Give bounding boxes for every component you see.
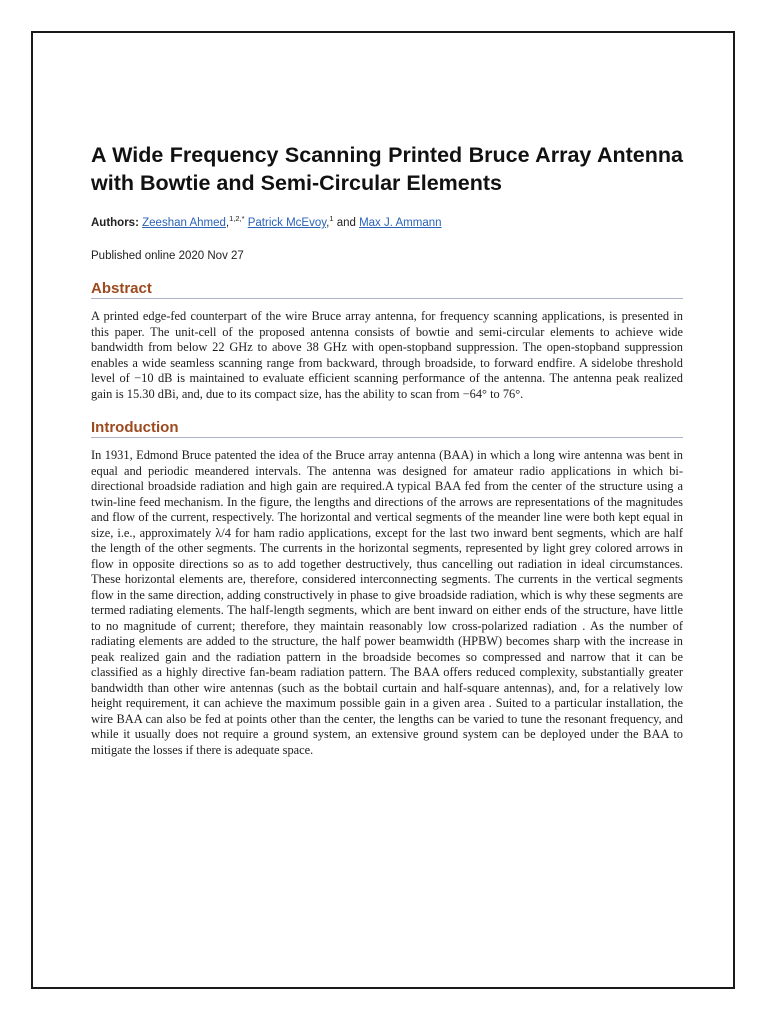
publication-date: Published online 2020 Nov 27 [91,250,244,262]
author-separator: , [225,217,230,229]
introduction-text: In 1931, Edmond Bruce patented the idea of the Bruce array antenna (BAA) in which a long wire antenna was bent in equal and periodic meandered intervals. The antenna was designed for amateur radio applications in which bi-directional broadside radiation and high gain are required.A typical BAA fed from the center of the structure using a twin-line feed mechanism. In the figure, the lengths and directions of the arrows are representations of the magnitudes and flow of the current, respectively. The horizontal and vertical segments of the meander line were both kept equal in size, i.e., approximately λ/4 for ham radio applications, except for the last two inward bent segments, which are half the length of the other segments. The currents in the horizontal segments, represented by light grey colored arrows in flow in opposite directions so as to add together destructively, thus cancelling out radiation in ideal circumstances. These horizontal elements are, therefore, considered interconnecting segments. The currents in the vertical segments flow in the same direction, adding constructively in phase to give broadside radiation, which is why these segments are termed radiating elements. The half-length segments, which are bent inward on either ends of the structure, have little to no magnitude of current; therefore, they maintain reasonably low cross-polarized radiation . As the number of radiating elements are added to the structure, the half power beamwidth (HPBW) becomes sharp with the increase in peak realized gain and the radiation pattern in the broadside becomes so compressed and narrow that it can be classified as a highly directive fan-beam radiation pattern. The BAA offers reduced complexity, substantially greater bandwidth than other wire antennas (such as the bobtail curtain and half-square antennas), and, for a relatively low height requirement, it can achieve the maximum possible gain in a given area . Suited to a particular installation, the wire BAA can also be fed at points other than the center, the lengths can be varied to tune the resonant frequency, and while it usually does not require a ground system, an extensive ground system can be deployed under the BAA to mitigate the losses if there is adequate space. [91,448,683,757]
author-conjunction: and [333,217,360,229]
author-affiliation: 1,2,* [229,214,245,224]
document-page [31,31,735,989]
abstract-heading: Abstract [91,280,683,299]
article-content [91,109,683,758]
authors-label: Authors: [91,217,139,229]
author-separator: , [326,217,330,229]
author-affiliation: 1 [329,214,334,224]
author-link-zeeshan-ahmed[interactable]: Zeeshan Ahmed [142,217,226,229]
introduction-heading: Introduction [91,419,683,438]
abstract-text: A printed edge-fed counterpart of the wire Bruce array antenna, for frequency scanning applications, is presented in this paper. The unit-cell of the proposed antenna consists of bowtie and semi-circular elements to achieve wide bandwidth from below 22 GHz to above 38 GHz with open-stopband suppression. The open-stopband suppression enables a wide seamless scanning range from backward, through broadside, to forward endfire. A sidelobe threshold level of −10 dB is maintained to evaluate efficient scanning performance of the antenna. The antenna peak realized gain is 15.30 dBi, and, due to its compact size, has the ability to scan from −64° to 76°. [91,309,683,401]
author-link-patrick-mcevoy[interactable]: Patrick McEvoy [247,217,327,229]
author-link-max-ammann[interactable]: Max J. Ammann [359,217,442,229]
authors-line [91,214,683,229]
paper-title: A Wide Frequency Scanning Printed Bruce Array Antenna with Bowtie and Semi-Circular Elements [91,143,683,195]
